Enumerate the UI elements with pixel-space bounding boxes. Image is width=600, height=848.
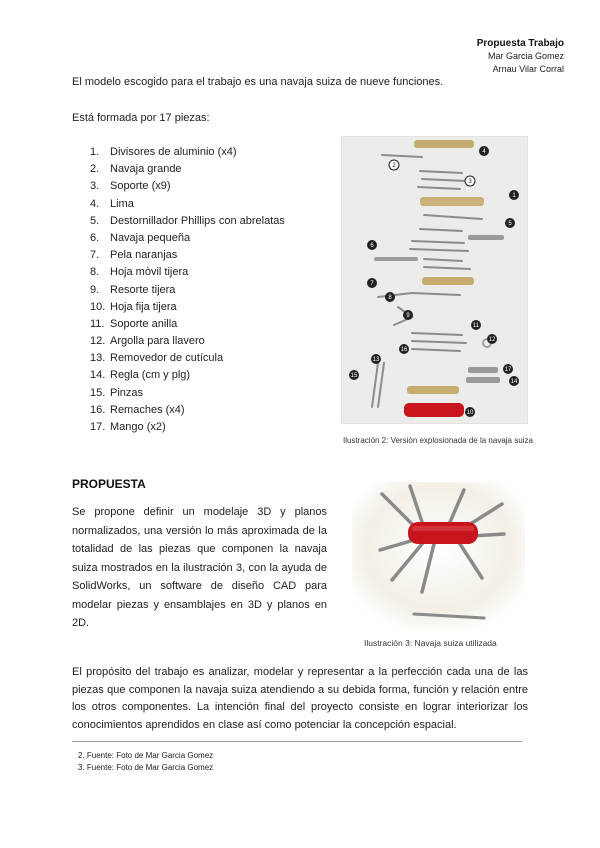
list-item-number: 13.: [90, 352, 106, 365]
footnote: 2. Fuente: Foto de Mar Garcia Gomez: [78, 751, 214, 760]
list-item: [90, 266, 285, 283]
author-name: Arnau Vilar Corral: [492, 64, 564, 74]
list-item-label: Hoja fija tijera: [110, 300, 177, 313]
list-item: [90, 421, 285, 438]
pieces-intro: Está formada por 17 piezas:: [72, 112, 210, 124]
svg-text:12: 12: [488, 337, 496, 343]
svg-text:3: 3: [468, 179, 472, 185]
list-item-number: 4.: [90, 197, 100, 210]
svg-text:16: 16: [400, 347, 408, 353]
document-header: [477, 37, 564, 76]
svg-text:10: 10: [466, 410, 474, 416]
list-item: [90, 249, 285, 266]
list-item-number: 11.: [90, 317, 105, 330]
list-item-number: 2.: [90, 163, 100, 176]
svg-text:8: 8: [388, 295, 392, 301]
svg-text:17: 17: [504, 367, 512, 373]
list-item: [90, 369, 285, 386]
list-item: [90, 335, 285, 352]
aluminium-divider: [414, 140, 474, 148]
svg-text:15: 15: [350, 373, 358, 379]
list-item-number: 7.: [90, 249, 100, 262]
list-item-number: 17.: [90, 421, 106, 433]
list-item-number: 15.: [90, 386, 106, 399]
list-item: [90, 198, 285, 215]
list-item-label: Destornillador Phillips con abrelatas: [110, 214, 285, 227]
list-item-label: Mango (x2): [110, 421, 166, 433]
swiss-knife-figure: [352, 482, 525, 630]
list-item-number: 3.: [90, 180, 100, 193]
list-item: [90, 232, 285, 249]
list-item: [90, 284, 285, 301]
list-item-label: Pela naranjas: [110, 249, 178, 262]
list-item: [90, 215, 285, 232]
list-item-label: Pinzas: [110, 386, 144, 399]
aluminium-divider: [422, 277, 474, 285]
list-item-label: Navaja grande: [110, 163, 182, 176]
svg-text:6: 6: [370, 243, 374, 249]
marker-label: 4: [482, 149, 486, 155]
section-title: PROPUESTA: [72, 477, 146, 491]
svg-text:13: 13: [372, 357, 380, 363]
red-handle: [408, 522, 478, 544]
list-item-number: 8.: [90, 266, 100, 279]
list-item: [90, 352, 285, 369]
svg-text:7: 7: [370, 281, 374, 287]
exploded-view-figure: [341, 136, 528, 424]
list-item: [90, 180, 285, 197]
list-item-label: Soporte anilla: [110, 317, 178, 330]
exploded-view-illustration: [342, 137, 527, 423]
list-item-label: Divisores de aluminio (x4): [110, 146, 237, 158]
proposal-paragraph: Se propone definir un modelaje 3D y planos normalizados, una versión lo más aproximada de la totalidad de las piezas que componen la navaja suiza mostrados en la ilustración 3, con la ayuda de SolidWorks, un software de diseño CAD para modelar piezas y ensamblajes en 3D y planos en 2D.: [72, 506, 327, 629]
list-item-label: Argolla para llavero: [110, 335, 205, 348]
figure-caption: Ilustración 2: Versión explosionada de la navaja suiza: [343, 436, 533, 445]
list-item-label: Remaches (x4): [110, 403, 185, 416]
list-item-number: 1.: [90, 146, 100, 158]
svg-text:11: 11: [472, 323, 480, 329]
svg-text:5: 5: [508, 221, 512, 227]
pieces-list: [90, 146, 285, 438]
list-item: [90, 318, 285, 335]
large-blade: [382, 155, 422, 157]
list-item-number: 6.: [90, 231, 100, 244]
list-item: [90, 163, 285, 180]
intro-paragraph: El modelo escogido para el trabajo es una navaja suiza de nueve funciones.: [72, 76, 444, 88]
svg-text:2: 2: [392, 163, 396, 169]
list-item-label: Regla (cm y plg): [110, 369, 191, 382]
red-handle: [404, 403, 464, 417]
document-title: Propuesta Trabajo: [476, 38, 564, 49]
list-item: [90, 301, 285, 318]
list-item-label: Lima: [110, 197, 134, 210]
list-item-number: 12.: [90, 335, 106, 348]
list-item-label: Removedor de cutícula: [110, 352, 224, 365]
small-blade: [374, 257, 418, 261]
list-item-label: Hoja mòvil tijera: [110, 266, 189, 279]
footnote: 3. Fuente: Foto de Mar Garcia Gomez: [78, 763, 214, 772]
list-item-number: 16.: [90, 403, 106, 416]
footnote-divider: [72, 741, 522, 742]
list-item-label: Navaja pequeña: [110, 231, 191, 244]
list-item-number: 5.: [90, 214, 100, 227]
list-item-label: Resorte tijera: [110, 283, 176, 296]
list-item-number: 14.: [90, 369, 106, 382]
list-item-number: 9.: [90, 283, 100, 296]
svg-text:1: 1: [512, 193, 516, 199]
aluminium-divider: [407, 386, 459, 394]
svg-text:14: 14: [510, 379, 518, 385]
author-name: Mar Garcia Gomez: [487, 51, 564, 61]
list-item: [90, 387, 285, 404]
purpose-paragraph: El propósito del trabajo es analizar, modelar y representar a la perfección cada una de las piezas que componen la navaja suiza atendiendo a su debida forma, función y relación entre los otros componentes. La intención final del proyecto consiste en lograr interiorizar los conocimientos aprendidos en clase así como potenciar la concepción espacial.: [72, 666, 528, 732]
list-item: [90, 146, 285, 163]
list-item-number: 10.: [90, 300, 106, 313]
swiss-knife-illustration: [352, 482, 525, 630]
svg-text:9: 9: [406, 313, 410, 319]
list-item: [90, 404, 285, 421]
aluminium-divider: [420, 197, 484, 206]
figure-caption: Ilustración 3: Navaja suiza utilizada: [364, 638, 497, 648]
list-item-label: Soporte (x9): [110, 180, 171, 193]
